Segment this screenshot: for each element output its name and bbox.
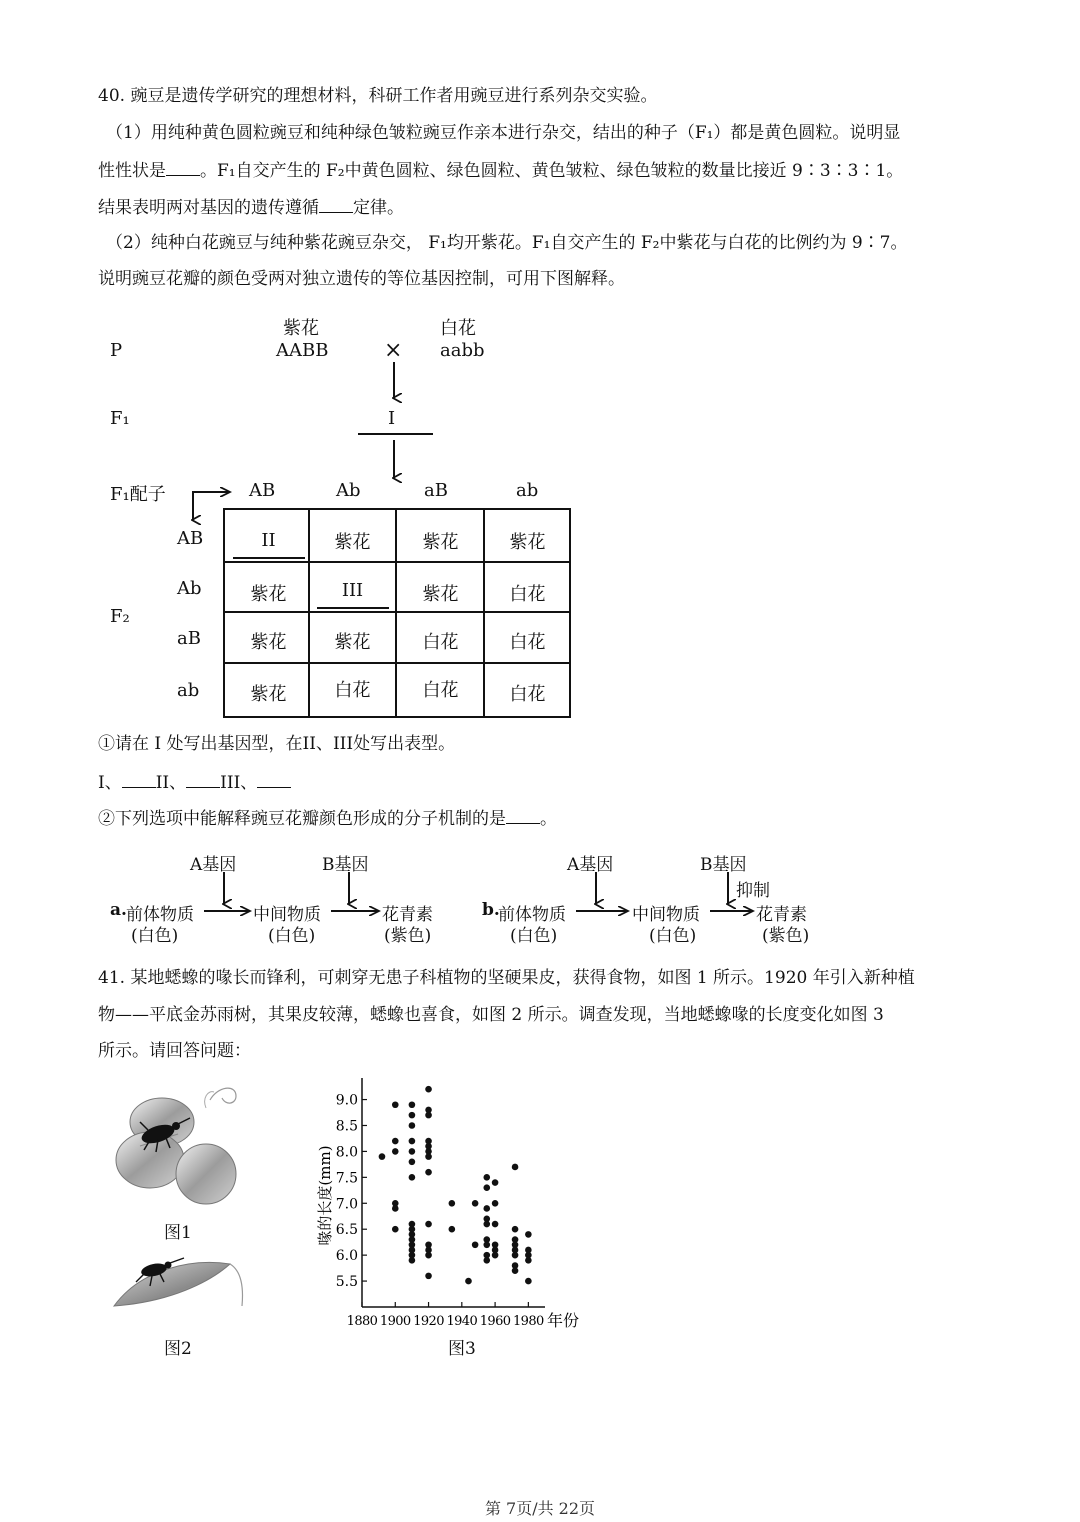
x-tick-label: 1960: [479, 1314, 511, 1329]
col-header-3: aB: [424, 480, 448, 501]
cell-3-4: 白花: [509, 632, 546, 653]
data-point: [525, 1231, 532, 1238]
data-point: [483, 1174, 490, 1181]
cell-2-4: 白花: [509, 584, 546, 605]
mech-b-label: b.: [482, 900, 500, 920]
x-tick-label: 1900: [379, 1314, 411, 1329]
label-f2: F₂: [110, 606, 130, 627]
data-point: [465, 1278, 472, 1285]
x-tick-label: 1920: [413, 1314, 444, 1329]
data-point: [483, 1184, 490, 1191]
q41-line2: 物——平底金苏雨树，其果皮较薄，蟋蟓也喜食，如图 2 所示。调查发现，当地蟋蟓喙的长度变化如图 3: [98, 1005, 884, 1025]
data-point: [492, 1221, 499, 1228]
mech-b-anthocyanin: 花青素: [756, 905, 807, 925]
cross-symbol: ×: [384, 338, 403, 363]
y-tick-label: 7.5: [335, 1170, 358, 1187]
y-axis-label: 喙的长度(mm): [316, 1145, 334, 1246]
cell-1-3: 紫花: [422, 532, 459, 553]
mech-b-inhibit: 抑制: [736, 881, 770, 901]
q40-stem: 40. 豌豆是遗传学研究的理想材料，科研工作者用豌豆进行系列杂交实验。: [98, 86, 658, 106]
data-point: [425, 1086, 432, 1093]
mech-b-gene-b: B基因: [700, 855, 747, 875]
data-point: [525, 1257, 532, 1264]
row-header-3: aB: [177, 628, 201, 649]
q40-part1-line1: （1）用纯种黄色圆粒豌豆和纯种绿色皱粒豌豆作亲本进行杂交，结出的种子（F₁）都是黄色圆粒。说明显: [106, 123, 901, 143]
q41-line3: 所示。请回答问题：: [98, 1041, 251, 1061]
mech-a-anthocyanin: 花青素: [382, 905, 433, 925]
q40-part1-line2b: 。F₁自交产生的 F₂中黄色圆粒、绿色圆粒、黄色皱粒、绿色皱粒的数量比接近 9∶3∶3∶1。: [200, 161, 904, 181]
answer-label-iii: III、: [220, 773, 258, 793]
figure1-caption: 图1: [164, 1223, 192, 1243]
parent1-genotype: AABB: [276, 340, 329, 361]
mech-b-anthocyanin-color: (紫色): [762, 926, 810, 946]
mech-a-anthocyanin-color: (紫色): [384, 926, 432, 946]
col-header-1: AB: [249, 480, 276, 501]
cell-1-1-blank-ii: II: [261, 530, 276, 551]
mech-a-intermediate-color: (白色): [268, 926, 316, 946]
data-point: [409, 1148, 416, 1155]
y-tick-label: 9.0: [335, 1092, 358, 1109]
parent2-genotype: aabb: [440, 340, 485, 361]
y-tick-label: 5.5: [335, 1274, 358, 1291]
cell-1-4: 紫花: [509, 532, 546, 553]
parent2-phenotype: 白花: [440, 318, 476, 339]
mech-b-precursor: 前体物质: [498, 905, 566, 925]
data-point: [492, 1200, 499, 1207]
row-header-4: ab: [177, 680, 200, 701]
data-point: [492, 1179, 499, 1186]
x-tick-label: 1980: [513, 1314, 544, 1329]
data-point: [409, 1158, 416, 1165]
cell-4-2: 白花: [334, 680, 371, 701]
data-point: [483, 1205, 490, 1212]
f1-genotype-blank-i: I: [388, 408, 396, 429]
data-point: [483, 1257, 490, 1264]
data-point: [392, 1101, 399, 1108]
data-point: [449, 1226, 456, 1233]
mech-b-gene-a: A基因: [567, 855, 614, 875]
data-point: [525, 1278, 532, 1285]
mech-a-gene-b: B基因: [322, 855, 369, 875]
data-point: [483, 1241, 490, 1248]
mech-b-intermediate: 中间物质: [632, 905, 700, 925]
cell-1-2: 紫花: [334, 532, 371, 553]
mech-a-intermediate: 中间物质: [253, 905, 321, 925]
q40-sub2-prompt-a: ②下列选项中能解释豌豆花瓣颜色形成的分子机制的是: [98, 809, 506, 829]
cell-4-1: 紫花: [250, 684, 287, 705]
data-point: [379, 1153, 386, 1160]
q40-part2-line1: （2）纯种白花豌豆与纯种紫花豌豆杂交， F₁均开紫花。F₁自交产生的 F₂中紫花与白花的比例约为 9∶7。: [106, 233, 908, 253]
y-tick-label: 8.0: [335, 1144, 358, 1161]
data-point: [392, 1138, 399, 1145]
data-point: [425, 1153, 432, 1160]
row-header-1: AB: [177, 528, 204, 549]
x-axis-label: 年份: [547, 1311, 580, 1330]
data-point: [425, 1169, 432, 1176]
cell-2-1: 紫花: [250, 584, 287, 605]
parent1-phenotype: 紫花: [283, 318, 319, 339]
q40-sub1-prompt: ①请在 I 处写出基因型，在II、III处写出表型。: [98, 734, 456, 754]
data-point: [483, 1221, 490, 1228]
cell-3-1: 紫花: [250, 632, 287, 653]
cell-4-3: 白花: [422, 680, 459, 701]
label-f1-gametes: F₁配子: [110, 484, 166, 505]
mech-b-intermediate-color: (白色): [649, 926, 697, 946]
q41-line1: 41. 某地蟋蟓的喙长而锋利，可刺穿无患子科植物的坚硬果皮，获得食物，如图 1 所示。1920 年引入新种植: [98, 968, 915, 988]
y-tick-label: 7.0: [335, 1196, 358, 1213]
data-point: [512, 1252, 519, 1259]
data-point: [392, 1148, 399, 1155]
figure2-caption: 图2: [164, 1339, 192, 1359]
mech-a-precursor-color: (白色): [131, 926, 179, 946]
label-p: P: [110, 340, 123, 361]
answer-label-i: I、: [98, 773, 122, 793]
cell-2-2-blank-iii: III: [341, 580, 364, 601]
data-point: [449, 1200, 456, 1207]
data-point: [425, 1221, 432, 1228]
mech-a-label: a.: [110, 900, 127, 920]
data-point: [472, 1241, 479, 1248]
cell-2-3: 紫花: [422, 584, 459, 605]
col-header-4: ab: [516, 480, 539, 501]
data-point: [425, 1112, 432, 1119]
data-point: [409, 1257, 416, 1264]
y-tick-label: 8.5: [335, 1118, 358, 1135]
data-point: [409, 1138, 416, 1145]
data-point: [409, 1112, 416, 1119]
data-point: [512, 1164, 519, 1171]
row-header-2: Ab: [177, 578, 202, 599]
data-point: [492, 1252, 499, 1259]
data-point: [392, 1226, 399, 1233]
data-point: [392, 1205, 399, 1212]
data-point: [512, 1267, 519, 1274]
col-header-2: Ab: [336, 480, 361, 501]
cell-4-4: 白花: [509, 684, 546, 705]
data-point: [472, 1200, 479, 1207]
q40-part1-line3a: 结果表明两对基因的遗传遵循: [98, 198, 319, 218]
mech-a-precursor: 前体物质: [126, 905, 194, 925]
x-tick-label: 1940: [446, 1314, 478, 1329]
x-tick-label: 1880: [346, 1314, 378, 1329]
data-point: [512, 1226, 519, 1233]
q40-part2-line2: 说明豌豆花瓣的颜色受两对独立遗传的等位基因控制，可用下图解释。: [98, 269, 625, 289]
y-tick-label: 6.0: [335, 1248, 358, 1265]
mech-a-gene-a: A基因: [190, 855, 237, 875]
cell-3-3: 白花: [422, 632, 459, 653]
cell-3-2: 紫花: [334, 632, 371, 653]
y-tick-label: 6.5: [335, 1222, 358, 1239]
data-point: [425, 1273, 432, 1280]
label-f1: F₁: [110, 408, 130, 429]
data-point: [425, 1252, 432, 1259]
data-point: [409, 1101, 416, 1108]
answer-label-ii: II、: [155, 773, 187, 793]
q40-part1-line3b: 定律。: [353, 198, 404, 218]
q40-part1-line2a: 性性状是: [98, 161, 166, 181]
page-footer: 第 7页/共 22页: [484, 1499, 596, 1518]
data-point: [409, 1174, 416, 1181]
q40-sub2-prompt-b: 。: [540, 809, 557, 829]
mech-b-precursor-color: (白色): [510, 926, 558, 946]
data-point: [409, 1122, 416, 1129]
figure3-caption: 图3: [448, 1339, 476, 1359]
